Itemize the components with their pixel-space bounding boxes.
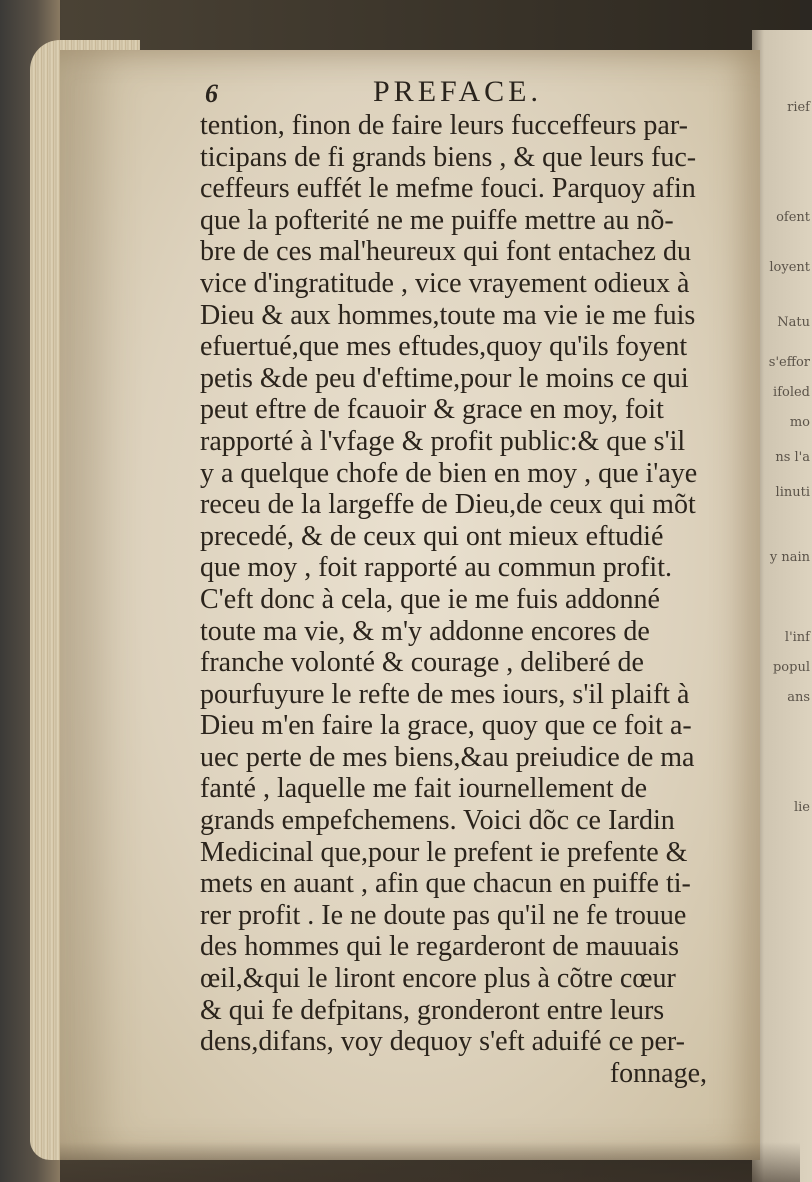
text-line: y a quelque chofe de bien en moy , que i'aye	[200, 457, 698, 489]
text-line: ticipans de fi grands biens , & que leurs fuc-	[200, 141, 697, 173]
text-line: dens,difans, voy dequoy s'eft aduifé ce per-	[200, 1026, 685, 1058]
text-line: tention, finon de faire leurs fucceffeurs par-	[200, 110, 688, 141]
facing-fragment: popul	[772, 660, 810, 675]
facing-fragment: mo	[789, 415, 810, 430]
text-line: fanté , laquelle me fait iournellement de	[200, 773, 648, 805]
body-text	[200, 110, 735, 1089]
text-line: que moy , foit rapporté au commun profit.	[200, 552, 672, 584]
text-line: ceffeurs euffét le mefme fouci. Parquoy afin	[200, 173, 696, 205]
facing-fragment: s'effor	[768, 355, 810, 370]
facing-fragment: linuti	[775, 485, 810, 500]
text-line: Dieu & aux hommes,toute ma vie ie me fuis	[200, 299, 696, 331]
facing-fragment: loyent	[769, 260, 810, 275]
text-line: grands empefchemens. Voici dõc ce Iardin	[200, 805, 675, 837]
text-line: Medicinal que,pour le prefent ie prefente &	[200, 836, 688, 868]
facing-fragment: lie	[793, 800, 810, 815]
text-line: rapporté à l'vfage & profit public:& que s'il	[200, 425, 686, 457]
facing-fragment: rief	[787, 100, 810, 115]
text-line: receu de la largeffe de Dieu,de ceux qui mõt	[200, 489, 696, 521]
running-title: PREFACE.	[373, 75, 542, 108]
bottom-shadow	[60, 1142, 800, 1182]
facing-fragment: ofent	[776, 210, 810, 225]
page-number: 6	[205, 79, 218, 108]
facing-fragment: ns l'a	[775, 450, 810, 465]
facing-fragment: Natu	[777, 315, 810, 330]
text-line: toute ma vie, & m'y addonne encores de	[200, 615, 650, 647]
text-line: vice d'ingratitude , vice vrayement odieux à	[200, 267, 690, 299]
text-line: franche volonté & courage , deliberé de	[200, 647, 644, 679]
text-line: des hommes qui le regarderont de mauuais	[200, 931, 679, 963]
text-line: efuertué,que mes eftudes,quoy qu'ils foyent	[200, 331, 688, 363]
running-head	[205, 75, 745, 109]
text-line: que la pofterité ne me puiffe mettre au nõ-	[200, 204, 674, 236]
text-line: petis &de peu d'eftime,pour le moins ce qui	[200, 362, 689, 394]
text-line: bre de ces mal'heureux qui font entachez du	[200, 236, 691, 268]
text-line: pourfuyure le refte de mes iours, s'il plaift à	[200, 678, 690, 710]
facing-fragment: l'inf	[784, 630, 810, 645]
text-line: peut eftre de fcauoir & grace en moy, foit	[200, 394, 664, 426]
text-line: rer profit . Ie ne doute pas qu'il ne fe trouue	[200, 899, 687, 931]
text-line: uec perte de mes biens,&au preiudice de ma	[200, 741, 695, 773]
facing-fragment: ans	[787, 690, 810, 705]
text-line: mets en auant , afin que chacun en puiffe ti-	[200, 868, 691, 900]
text-line: Dieu m'en faire la grace, quoy que ce foit a-	[200, 710, 692, 742]
text-line: C'eft donc à cela, que ie me fuis addonné	[200, 583, 660, 615]
text-line: œil,&qui le liront encore plus à cõtre cœur	[200, 963, 676, 995]
catchword: fonnage,	[609, 1057, 707, 1089]
text-line: & qui fe defpitans, gronderont entre leurs	[200, 994, 665, 1026]
facing-fragment: y nain	[769, 550, 810, 565]
text-line: precedé, & de ceux qui ont mieux eftudié	[200, 520, 664, 552]
facing-page	[752, 30, 812, 1182]
facing-fragment: ifoled	[773, 385, 810, 400]
